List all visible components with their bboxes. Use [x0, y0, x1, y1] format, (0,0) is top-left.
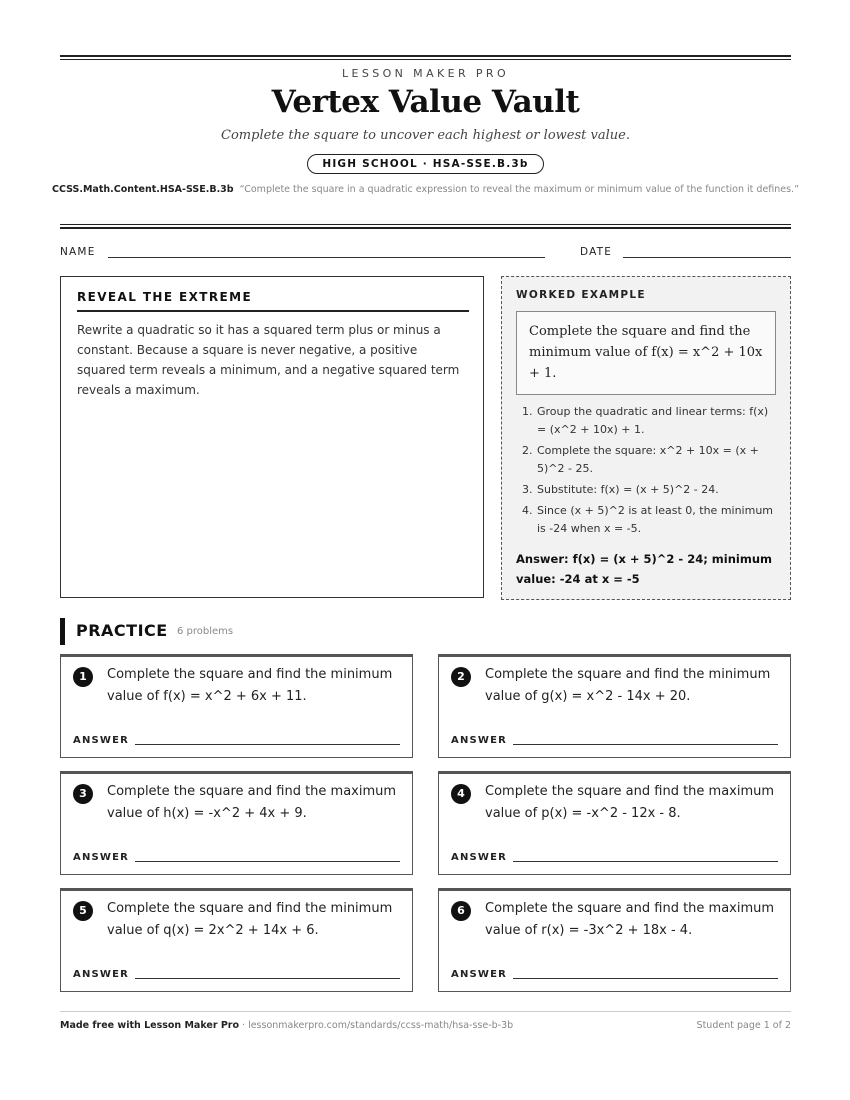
answer-field-3[interactable] — [135, 861, 400, 862]
worked-step: 2. Complete the square: x^2 + 10x = (x + 5)^2 - 25. — [522, 444, 759, 475]
footer-rule — [60, 1011, 791, 1012]
header-rule-top-thin — [60, 59, 791, 60]
worked-example-answer: Answer: f(x) = (x + 5)^2 - 24; minimum value: -24 at x = -5 — [516, 552, 773, 586]
problem-text: Complete the square and find the maximum value of p(x) = -x^2 - 12x - 8. — [485, 784, 775, 821]
problem-card-5 — [60, 888, 413, 992]
name-field[interactable] — [108, 257, 545, 258]
problem-number-badge: 2 — [451, 667, 471, 687]
problem-card-6 — [438, 888, 791, 992]
answer-field-1[interactable] — [135, 744, 400, 745]
footer-made-with: Made free with Lesson Maker Pro — [60, 1020, 240, 1031]
page-title: Vertex Value Vault — [271, 84, 580, 120]
problem-number-badge: 4 — [451, 784, 471, 804]
answer-label: ANSWER — [73, 852, 130, 863]
answer-label: ANSWER — [451, 735, 508, 746]
name-label: NAME — [60, 246, 96, 258]
worked-step: 3. Substitute: f(x) = (x + 5)^2 - 24. — [522, 483, 719, 496]
problem-number-badge: 3 — [73, 784, 93, 804]
practice-accent-bar — [60, 618, 65, 645]
problem-number-badge: 5 — [73, 901, 93, 921]
practice-count: 6 problems — [177, 626, 234, 637]
reveal-panel — [60, 276, 484, 598]
brand-name: LESSON MAKER PRO — [341, 67, 510, 80]
answer-field-6[interactable] — [513, 978, 778, 979]
problem-card-1 — [60, 654, 413, 758]
answer-label: ANSWER — [73, 969, 130, 980]
problem-number-badge: 6 — [451, 901, 471, 921]
standard-statement — [50, 182, 801, 198]
problem-card-3 — [60, 771, 413, 875]
header-rule-bottom — [60, 227, 791, 229]
answer-label: ANSWER — [451, 852, 508, 863]
worked-example-problem: Complete the square and find the minimum value of f(x) = x^2 + 10x + 1. — [516, 311, 776, 395]
footer-credit — [60, 1020, 513, 1031]
date-field[interactable] — [623, 257, 791, 258]
date-label: DATE — [580, 246, 613, 258]
practice-title: PRACTICE — [76, 621, 168, 640]
problem-text: Complete the square and find the minimum value of g(x) = x^2 - 14x + 20. — [485, 667, 771, 704]
reveal-body: Rewrite a quadratic so it has a squared term plus or minus a constant. Because a square is never negative, a positive squared term reveals a minimum, and a negative squared term reveals a maximum. — [77, 323, 460, 397]
answer-field-4[interactable] — [513, 861, 778, 862]
answer-field-5[interactable] — [135, 978, 400, 979]
problem-card-2 — [438, 654, 791, 758]
worked-example-title: WORKED EXAMPLE — [516, 289, 646, 301]
problem-text: Complete the square and find the maximum value of r(x) = -3x^2 + 18x - 4. — [485, 901, 775, 938]
worked-step: 4. Since (x + 5)^2 is at least 0, the minimum is -24 when x = -5. — [522, 504, 774, 535]
worked-example-steps — [522, 403, 776, 541]
problem-text: Complete the square and find the minimum value of f(x) = x^2 + 6x + 11. — [107, 667, 393, 704]
page-subtitle: Complete the square to uncover each highest or lowest value. — [221, 128, 630, 143]
level-pill-wrap — [60, 152, 791, 174]
reveal-title: REVEAL THE EXTREME — [77, 290, 469, 312]
footer-url[interactable]: · lessonmakerpro.com/standards/ccss-math/hsa-sse-b-3b — [239, 1020, 514, 1031]
worked-step: 1. Group the quadratic and linear terms: f(x) = (x^2 + 10x) + 1. — [522, 405, 769, 436]
problem-text: Complete the square and find the maximum value of h(x) = -x^2 + 4x + 9. — [107, 784, 397, 821]
standard-text: “Complete the square in a quadratic expression to reveal the maximum or minimum value of the function it defines.” — [239, 184, 800, 195]
standard-code: CCSS.Math.Content.HSA-SSE.B.3b — [51, 184, 234, 195]
header-rule-top — [60, 55, 791, 57]
worksheet-page — [51, 0, 800, 1100]
answer-label: ANSWER — [73, 735, 130, 746]
worked-example-panel — [501, 276, 791, 600]
answer-label: ANSWER — [451, 969, 508, 980]
problem-card-4 — [438, 771, 791, 875]
level-pill: HIGH SCHOOL · HSA-SSE.B.3b — [307, 154, 543, 174]
answer-field-2[interactable] — [513, 744, 778, 745]
footer-page-number: Student page 1 of 2 — [696, 1020, 791, 1031]
problem-text: Complete the square and find the minimum value of q(x) = 2x^2 + 14x + 6. — [107, 901, 393, 938]
header-rule-bottom-thin — [60, 224, 791, 225]
problem-number-badge: 1 — [73, 667, 93, 687]
